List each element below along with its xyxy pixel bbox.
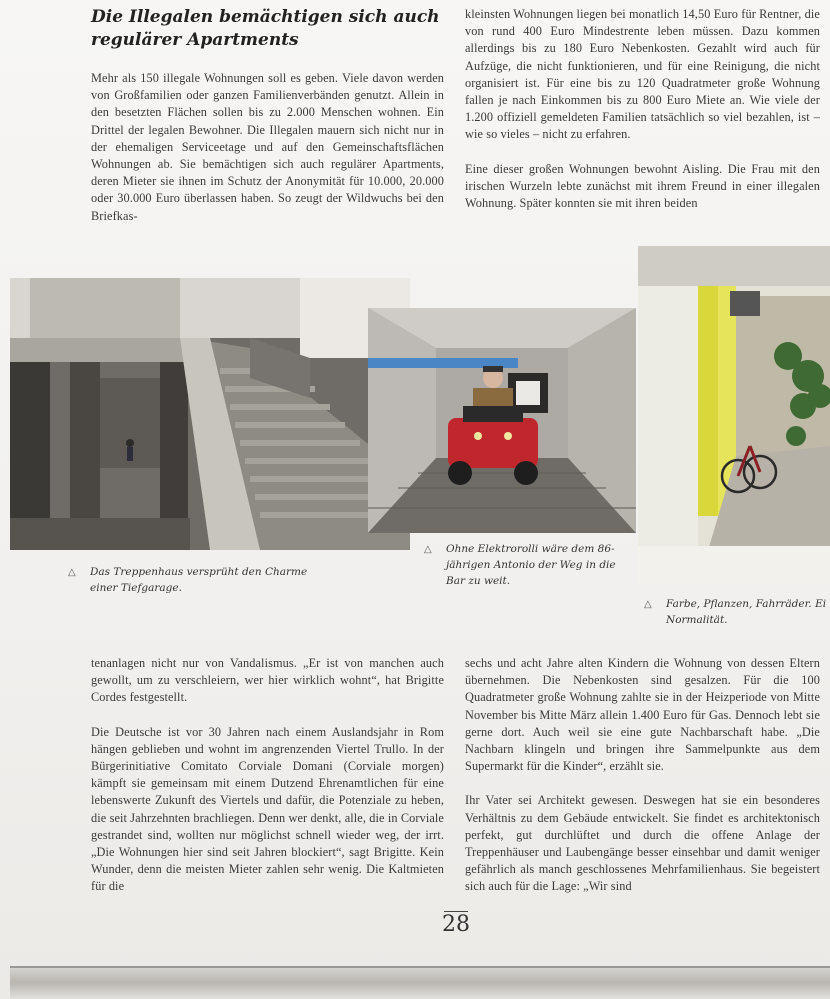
caption-triangle-icon: △	[424, 544, 432, 555]
text-column-right-top	[465, 6, 820, 229]
paragraph: Ihr Vater sei Architekt gewesen. Deswegen hat sie ein besonderes Verhältnis zu dem Gebäude entwickelt. Sie findet es architektonisch perfekt, gut durchlüftet und durch die offene Anlage der Treppenhäuser und Laubengänge besser einsehbar und damit weniger gefährlich als manch geschlossenes Mehrfamilienhaus. Sie begeistert sich auch für die Lage: „Wir sind	[465, 793, 820, 894]
caption-corridor	[644, 596, 830, 628]
caption-triangle-icon: △	[644, 599, 652, 610]
page-bottom-edge	[10, 966, 830, 999]
text-column-left-bottom	[91, 655, 444, 913]
caption-triangle-icon: △	[68, 567, 76, 578]
corridor-photo	[638, 246, 830, 584]
scooter-photo	[368, 308, 636, 533]
page-edge-line	[10, 966, 830, 968]
caption-text: Ohne Elektrorolli wäre dem 86-jährigen Antonio der Weg in die Bar zu weit.	[446, 543, 616, 587]
stairwell-photo	[10, 278, 410, 550]
text-column-left-top	[91, 70, 444, 242]
text-column-right-bottom	[465, 655, 820, 913]
paragraph: kleinsten Wohnungen liegen bei monatlich 14,50 Euro für Rentner, die von rund 400 Euro Mindestrente leben müssen. Dazu kommen allerdings bis zu 180 Euro Nebenkosten. Gezahlt wird auch für Aufzüge, die nicht funktionieren, und für eine Reinigung, die nicht organisiert ist. Für eine bis zu 120 Quadratmeter große Wohnung fallen je nach Einkommen bis zu 800 Euro Miete an. Wie viele der 1.200 offiziell gemeldeten Familien tatsächlich so viel bezahlen, ist – wie so vieles – nicht zu erfahren.	[465, 7, 820, 142]
paragraph: sechs und acht Jahre alten Kindern die Wohnung von dessen Eltern übernehmen. Die Nebenkosten sind gesalzen. Für die 100 Quadratmeter große Wohnung zahlte sie in der Heizperiode von Mitte November bis Mitte März allein 1.400 Euro für Gas. Dennoch lebt sie gerne dort. Auch weil sie eine gute Nachbarschaft habe. „Die Nachbarn klingeln und bringen ihre Sammelpunkte aus dem Supermarkt für die Kinder“, erzählt sie.	[465, 656, 820, 774]
paragraph: Die Deutsche ist vor 30 Jahren nach einem Auslandsjahr in Rom hängen geblieben und wohnt im angrenzenden Viertel Trullo. In der Bürgerinitiative Comitato Corviale Domani (Corviale morgen) kämpft sie gemeinsam mit einem Dutzend Ehrenamtlichen für eine lebenswerte Zukunft des Viertels und dafür, die Potenziale zu heben, die seit Jahrzehnten brachliegen. Denn wer denkt, alle, die in Corviale gestrandet sind, wollten nur möglichst schnell wieder weg, der irrt. „Die Wohnungen hier sind seit Jahren blockiert“, sagt Brigitte. Kein Wunder, denn die meisten Mieter zahlen sehr wenig. Die Kaltmieten für die	[91, 724, 444, 894]
paragraph: Mehr als 150 illegale Wohnungen soll es geben. Viele davon werden von Großfamilien oder ganzen Familienverbänden genutzt. Allein in den besetzten Flächen sollen bis zu 2.000 Menschen wohnen. Ein Drittel der legalen Bewohner. Die Illegalen mauern sich nicht nur in der ehemaligen Serviceetage und auf den Gemeinschaftsflächen Wohnungen ab. Sie bemächtigen sich auch regulärer Apartments, deren Mieter sie ihnen im Schutz der Anonymität für 10.000, 20.000 oder 30.000 Euro überlassen haben. So zeugt der Wildwuchs bei den Briefkas-	[91, 71, 444, 223]
caption-stairwell	[68, 564, 328, 596]
article-heading: Die Illegalen bemächtigen sich auch regulärer Apartments	[91, 7, 440, 50]
caption-text: Farbe, Pflanzen, Fahrräder. Ei Normalität.	[666, 598, 827, 626]
paragraph: tenanlagen nicht nur von Vandalismus. „Er ist von manchen auch gewollt, um zu verschleiern, wer hier wirklich wohnt“, hat Brigitte Cordes festgestellt.	[91, 656, 444, 705]
paragraph: Eine dieser großen Wohnungen bewohnt Aisling. Die Frau mit den irischen Wurzeln lebte zunächst mit ihrem Freund in einer illegalen Wohnung. Später konnten sie mit ihren beiden	[465, 161, 820, 211]
page-number: 28	[442, 912, 470, 937]
caption-text: Das Treppenhaus versprüht den Charme einer Tiefgarage.	[90, 566, 308, 594]
caption-scooter	[424, 541, 624, 589]
